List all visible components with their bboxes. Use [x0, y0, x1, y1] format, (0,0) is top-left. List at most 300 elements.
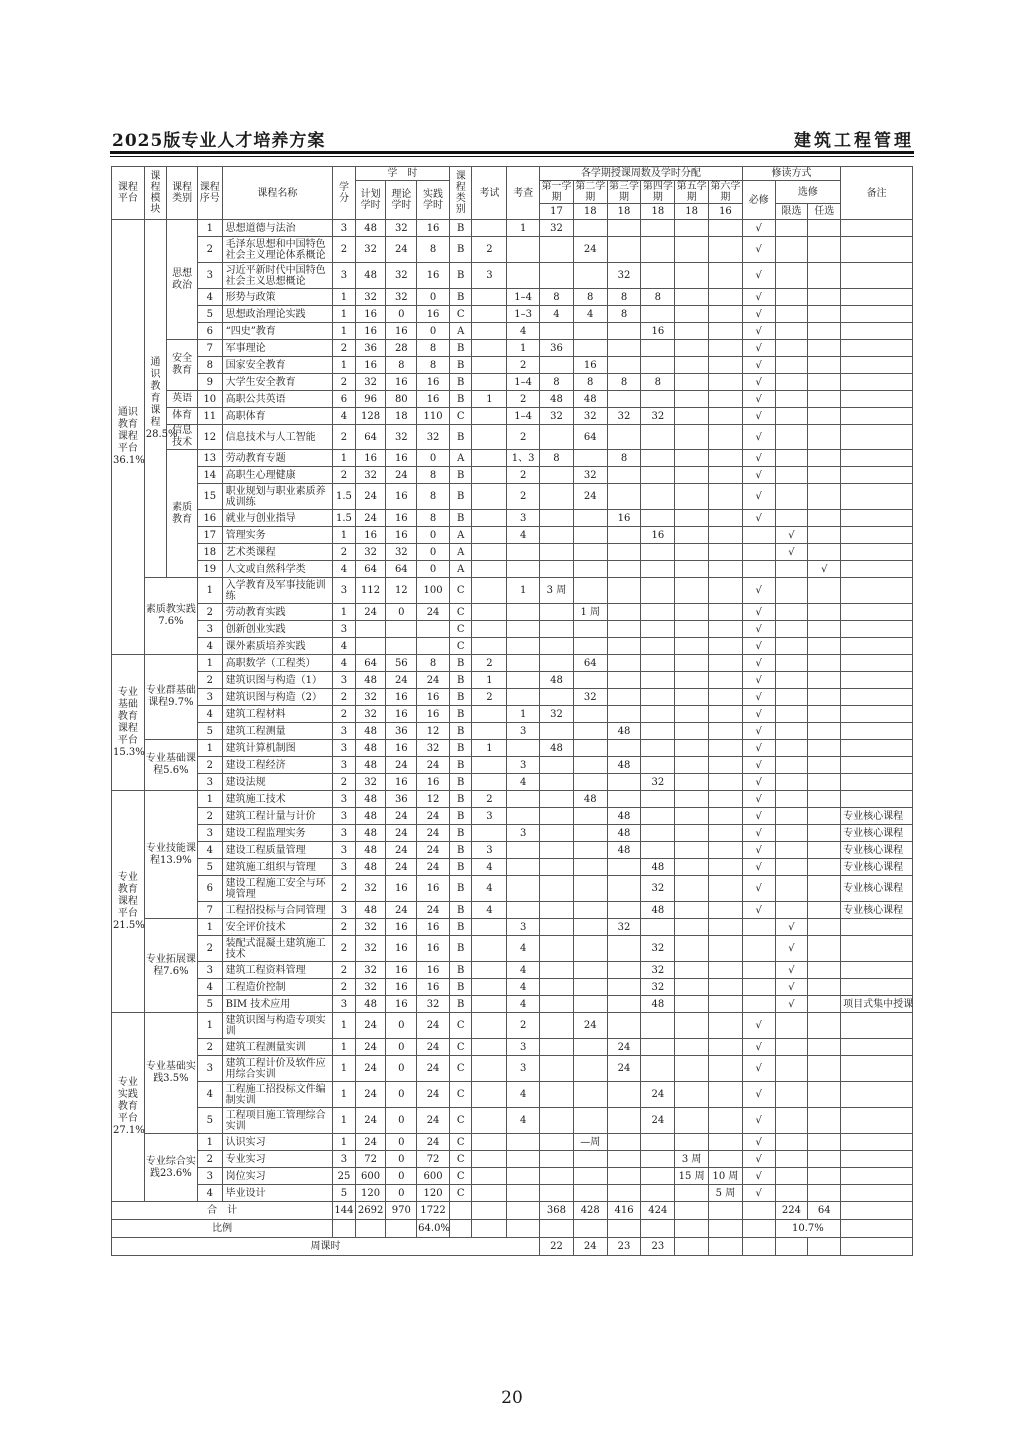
table-cell: 2 [333, 876, 356, 902]
table-row [112, 672, 913, 689]
table-cell [709, 979, 743, 996]
table-cell: B [449, 510, 472, 527]
table-cell [641, 306, 675, 323]
table-cell [709, 263, 743, 289]
table-cell [709, 825, 743, 842]
table-cell: C [449, 578, 472, 604]
platform-general: 通识教育课程平台36.1% [112, 220, 145, 655]
table-cell [355, 638, 386, 655]
course-name: 岗位实习 [222, 1168, 333, 1185]
table-cell [607, 1168, 641, 1185]
table-cell: B [449, 740, 472, 757]
table-cell [641, 1039, 675, 1056]
table-cell [675, 1082, 709, 1108]
table-cell [607, 740, 641, 757]
table-cell [841, 1108, 913, 1134]
table-cell [675, 1108, 709, 1134]
table-cell [841, 1134, 913, 1151]
category-it: 信息技术 [167, 425, 198, 450]
table-cell [472, 450, 507, 467]
course-seq: 2 [198, 808, 223, 825]
table-cell: 24 [417, 842, 450, 859]
table-cell: 4 [507, 979, 540, 996]
table-cell: 16 [417, 936, 450, 962]
table-cell [775, 340, 808, 357]
table-cell: C [449, 408, 472, 425]
table-cell: 48 [607, 825, 641, 842]
table-cell [607, 638, 641, 655]
table-cell: 1 周 [573, 604, 607, 621]
table-cell: 32 [355, 919, 386, 936]
table-cell: 3 [333, 672, 356, 689]
table-row [112, 902, 913, 919]
table-cell: √ [808, 561, 841, 578]
table-cell [607, 484, 641, 510]
table-cell [472, 527, 507, 544]
module-pro-ext: 专业拓展课程7.6% [144, 919, 197, 1013]
table-cell [607, 902, 641, 919]
table-cell [607, 467, 641, 484]
table-cell: B [449, 757, 472, 774]
totals-credit: 144 [333, 1202, 356, 1220]
table-cell: 24 [417, 859, 450, 876]
table-cell [607, 876, 641, 902]
table-cell [472, 774, 507, 791]
table-cell: 32 [573, 408, 607, 425]
course-name: 装配式混凝土建筑施工技术 [222, 936, 333, 962]
table-cell: √ [742, 1168, 775, 1185]
table-cell: √ [742, 825, 775, 842]
table-cell [607, 323, 641, 340]
table-cell: √ [742, 706, 775, 723]
table-cell [607, 1082, 641, 1108]
table-cell: √ [742, 1056, 775, 1082]
table-cell [573, 740, 607, 757]
table-row [112, 604, 913, 621]
table-cell: 2 [333, 374, 356, 391]
table-cell [709, 791, 743, 808]
table-cell [675, 544, 709, 561]
table-cell [540, 1134, 574, 1151]
table-cell [808, 757, 841, 774]
table-cell [675, 706, 709, 723]
course-name: 建筑识图与构造（2） [222, 689, 333, 706]
table-cell [808, 340, 841, 357]
table-cell [507, 808, 540, 825]
table-cell [709, 425, 743, 450]
table-row [112, 306, 913, 323]
table-cell [641, 842, 675, 859]
table-cell: 8 [417, 357, 450, 374]
table-cell [540, 1151, 574, 1168]
course-seq: 4 [198, 979, 223, 996]
course-seq: 3 [198, 1168, 223, 1185]
category-safety: 安全教育 [167, 340, 198, 391]
table-cell: —周 [573, 1134, 607, 1151]
table-cell: 24 [386, 672, 417, 689]
table-cell [472, 306, 507, 323]
table-cell: √ [742, 655, 775, 672]
table-cell [675, 902, 709, 919]
table-cell [472, 962, 507, 979]
table-cell [472, 374, 507, 391]
table-cell [841, 484, 913, 510]
table-cell: √ [742, 1108, 775, 1134]
table-cell [573, 323, 607, 340]
table-cell: √ [742, 450, 775, 467]
table-cell [641, 621, 675, 638]
course-name: 建设工程经济 [222, 757, 333, 774]
table-cell [472, 1108, 507, 1134]
table-cell [641, 1168, 675, 1185]
table-cell: B [449, 425, 472, 450]
table-cell: 24 [417, 672, 450, 689]
table-cell [808, 1168, 841, 1185]
table-cell [808, 1056, 841, 1082]
table-cell [573, 544, 607, 561]
table-cell: 48 [355, 723, 386, 740]
course-name: 入学教育及军事技能训练 [222, 578, 333, 604]
table-cell: 0 [417, 561, 450, 578]
table-cell: 8 [607, 374, 641, 391]
table-cell: 24 [355, 604, 386, 621]
table-cell: 32 [540, 220, 574, 237]
table-cell [808, 450, 841, 467]
table-cell [675, 467, 709, 484]
table-cell: 12 [417, 791, 450, 808]
table-cell [775, 689, 808, 706]
module-pro-skill: 专业技能课程13.9% [144, 791, 197, 919]
table-cell [641, 825, 675, 842]
table-cell: 32 [355, 467, 386, 484]
table-cell: 128 [355, 408, 386, 425]
table-cell: 16 [417, 774, 450, 791]
table-row [112, 289, 913, 306]
table-cell: 1 [333, 323, 356, 340]
col-check: 考查 [507, 167, 540, 220]
table-row [112, 1039, 913, 1056]
table-cell [573, 510, 607, 527]
table-cell [607, 544, 641, 561]
table-cell: 96 [355, 391, 386, 408]
table-cell [709, 510, 743, 527]
table-cell [607, 996, 641, 1013]
table-cell: 16 [386, 450, 417, 467]
table-cell: 1 [333, 306, 356, 323]
table-cell [641, 655, 675, 672]
course-name: 建筑计算机制图 [222, 740, 333, 757]
table-cell: 24 [417, 902, 450, 919]
table-cell: 48 [573, 391, 607, 408]
table-cell [540, 1082, 574, 1108]
table-cell [641, 1185, 675, 1202]
table-cell: 1 [333, 1056, 356, 1082]
course-seq: 1 [198, 791, 223, 808]
table-cell [709, 842, 743, 859]
table-cell: 16 [386, 936, 417, 962]
table-cell: B [449, 220, 472, 237]
table-cell: 16 [641, 527, 675, 544]
table-cell [472, 1151, 507, 1168]
table-cell [507, 672, 540, 689]
table-cell [607, 1151, 641, 1168]
table-cell: 1.5 [333, 484, 356, 510]
table-cell: 3 [333, 791, 356, 808]
table-cell: 4 [333, 638, 356, 655]
table-cell [573, 996, 607, 1013]
course-name: 毛泽东思想和中国特色社会主义理论体系概论 [222, 237, 333, 263]
table-cell [808, 962, 841, 979]
table-cell: 2 [333, 689, 356, 706]
table-cell: 8 [386, 357, 417, 374]
table-cell: B [449, 774, 472, 791]
table-cell: 1 [333, 289, 356, 306]
table-cell [675, 689, 709, 706]
course-seq: 6 [198, 876, 223, 902]
table-cell: 64 [573, 425, 607, 450]
table-cell: C [449, 621, 472, 638]
table-cell [472, 340, 507, 357]
course-seq: 7 [198, 902, 223, 919]
table-cell [507, 604, 540, 621]
table-cell: 4 [507, 996, 540, 1013]
table-cell [641, 357, 675, 374]
course-seq: 3 [198, 774, 223, 791]
table-cell: 72 [355, 1151, 386, 1168]
table-cell: 80 [386, 391, 417, 408]
table-cell: √ [742, 237, 775, 263]
table-cell [507, 902, 540, 919]
table-cell: 64 [355, 425, 386, 450]
course-seq: 18 [198, 544, 223, 561]
table-cell [709, 1039, 743, 1056]
table-cell: 2 [333, 425, 356, 450]
course-name: 课外素质培养实践 [222, 638, 333, 655]
table-cell [675, 1185, 709, 1202]
course-seq: 2 [198, 1039, 223, 1056]
table-cell: 项目式集中授课 [841, 996, 913, 1013]
table-cell [675, 604, 709, 621]
course-seq: 3 [198, 689, 223, 706]
table-row [112, 1134, 913, 1151]
course-seq: 5 [198, 723, 223, 740]
table-cell: 0 [386, 1039, 417, 1056]
table-cell: 2 [333, 919, 356, 936]
module-pro-comp-practice: 专业综合实践23.6% [144, 1134, 197, 1202]
table-cell: 24 [355, 1039, 386, 1056]
table-cell: B [449, 825, 472, 842]
table-cell [641, 638, 675, 655]
table-cell: 32 [355, 962, 386, 979]
table-cell: 16 [417, 374, 450, 391]
category-pe: 体育 [167, 408, 198, 425]
header-rule [110, 151, 914, 154]
table-cell: 2 [507, 425, 540, 450]
table-cell: 32 [386, 289, 417, 306]
table-cell [472, 825, 507, 842]
table-cell: 4 [472, 859, 507, 876]
table-cell [540, 808, 574, 825]
weekly-row [112, 1238, 913, 1256]
table-cell: 1 [333, 1108, 356, 1134]
table-cell: 32 [355, 876, 386, 902]
table-cell: 4 [333, 655, 356, 672]
table-cell [808, 936, 841, 962]
table-cell: 4 [507, 962, 540, 979]
table-cell [641, 672, 675, 689]
table-cell: 32 [641, 936, 675, 962]
table-row [112, 842, 913, 859]
table-cell [507, 263, 540, 289]
table-cell [472, 1013, 507, 1039]
table-cell: 48 [607, 808, 641, 825]
table-cell [775, 263, 808, 289]
course-seq: 1 [198, 1134, 223, 1151]
table-cell: 8 [417, 467, 450, 484]
table-cell [808, 220, 841, 237]
course-name: 工程施工招投标文件编制实训 [222, 1082, 333, 1108]
table-cell: 32 [355, 774, 386, 791]
table-cell [808, 774, 841, 791]
table-cell [709, 544, 743, 561]
table-cell: C [449, 1108, 472, 1134]
table-cell: √ [742, 467, 775, 484]
table-cell [540, 689, 574, 706]
table-cell: √ [742, 220, 775, 237]
table-cell: 48 [355, 263, 386, 289]
table-cell [808, 740, 841, 757]
table-cell [641, 706, 675, 723]
table-cell [841, 1056, 913, 1082]
table-cell [709, 1082, 743, 1108]
table-cell [709, 689, 743, 706]
course-name: 思想道德与法治 [222, 220, 333, 237]
table-cell [573, 902, 607, 919]
weekly-label: 周课时 [112, 1238, 540, 1256]
table-cell: √ [775, 996, 808, 1013]
table-cell: √ [742, 263, 775, 289]
table-row [112, 1151, 913, 1168]
totals-row [112, 1202, 913, 1220]
table-row [112, 808, 913, 825]
table-cell: 2 [333, 340, 356, 357]
table-cell: 24 [386, 825, 417, 842]
weekly-s1: 22 [540, 1238, 574, 1256]
table-cell: 16 [355, 323, 386, 340]
table-cell: 专业核心课程 [841, 876, 913, 902]
col-sem-5: 第五学期 [676, 181, 707, 203]
course-seq: 1 [198, 220, 223, 237]
table-cell [709, 740, 743, 757]
table-row [112, 723, 913, 740]
table-cell: √ [742, 689, 775, 706]
table-cell: 3 [507, 757, 540, 774]
col-elective: 选修 [775, 181, 841, 204]
course-seq: 13 [198, 450, 223, 467]
table-cell [841, 408, 913, 425]
table-cell: 8 [417, 484, 450, 510]
table-cell: √ [742, 1185, 775, 1202]
table-cell: 6 [333, 391, 356, 408]
table-cell [841, 740, 913, 757]
col-weeks-2: 18 [573, 204, 607, 220]
table-cell: 112 [355, 578, 386, 604]
table-cell: 专业核心课程 [841, 902, 913, 919]
table-cell [675, 757, 709, 774]
table-cell [641, 1151, 675, 1168]
table-row [112, 1185, 913, 1202]
table-cell: 2 [333, 544, 356, 561]
table-cell: C [449, 1039, 472, 1056]
table-cell: 32 [641, 408, 675, 425]
table-cell: B [449, 808, 472, 825]
table-cell [607, 655, 641, 672]
category-english: 英语 [167, 391, 198, 408]
table-cell: B [449, 706, 472, 723]
table-cell: 2 [333, 237, 356, 263]
table-cell: 8 [417, 655, 450, 672]
table-cell: 2 [333, 774, 356, 791]
table-cell [540, 791, 574, 808]
course-seq: 4 [198, 289, 223, 306]
table-cell [472, 1039, 507, 1056]
table-cell [709, 723, 743, 740]
course-seq: 1 [198, 1013, 223, 1039]
course-seq: 8 [198, 357, 223, 374]
table-cell [472, 723, 507, 740]
table-cell [641, 791, 675, 808]
table-row [112, 1056, 913, 1082]
table-cell [472, 1082, 507, 1108]
table-cell [472, 1185, 507, 1202]
table-cell [641, 757, 675, 774]
table-cell [775, 672, 808, 689]
course-name: 建筑施工组织与管理 [222, 859, 333, 876]
table-cell [540, 1013, 574, 1039]
table-cell [775, 289, 808, 306]
table-cell [808, 919, 841, 936]
table-row [112, 561, 913, 578]
table-cell [775, 825, 808, 842]
table-cell [675, 561, 709, 578]
table-cell [540, 1056, 574, 1082]
course-seq: 1 [198, 578, 223, 604]
table-cell: 32 [641, 876, 675, 902]
table-cell [742, 544, 775, 561]
table-row [112, 689, 913, 706]
table-cell [675, 859, 709, 876]
table-cell [709, 306, 743, 323]
table-cell: 24 [417, 808, 450, 825]
table-cell [709, 467, 743, 484]
table-cell: √ [742, 374, 775, 391]
table-cell [808, 979, 841, 996]
table-cell [841, 936, 913, 962]
table-cell [841, 1082, 913, 1108]
table-cell [775, 510, 808, 527]
table-row [112, 791, 913, 808]
table-cell [540, 544, 574, 561]
table-cell [775, 876, 808, 902]
table-cell [507, 561, 540, 578]
table-cell [808, 357, 841, 374]
table-cell [472, 484, 507, 510]
table-cell: 3 [507, 723, 540, 740]
table-cell [675, 638, 709, 655]
table-cell [841, 527, 913, 544]
table-cell: 100 [417, 578, 450, 604]
table-cell: √ [742, 408, 775, 425]
